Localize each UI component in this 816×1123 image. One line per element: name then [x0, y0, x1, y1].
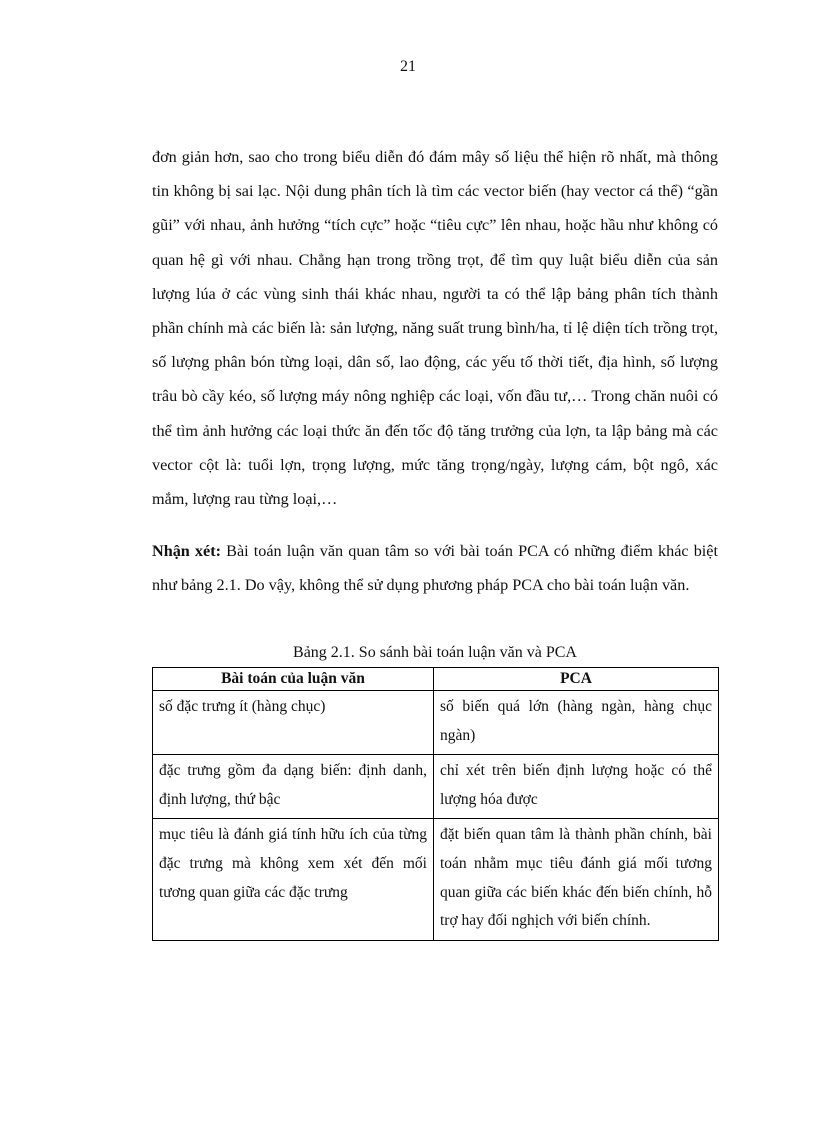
cell-thesis: số đặc trưng ít (hàng chục): [153, 691, 434, 755]
cell-pca: chỉ xét trên biến định lượng hoặc có thể lượng hóa được: [434, 755, 719, 819]
table-caption: Bảng 2.1. So sánh bài toán luận văn và PCA: [293, 644, 577, 661]
header-thesis: Bài toán của luận văn: [153, 668, 434, 691]
header-pca: PCA: [434, 668, 719, 691]
cell-thesis: đặc trưng gồm đa dạng biến: định danh, định lượng, thứ bậc: [153, 755, 434, 819]
table-header-row: [153, 668, 719, 691]
remark-text: Bài toán luận văn quan tâm so với bài toán PCA có những điểm khác biệt như bảng 2.1. Do vậy, không thể sử dụng phương pháp PCA cho bài toán luận văn.: [152, 542, 718, 595]
cell-thesis: mục tiêu là đánh giá tính hữu ích của từng đặc trưng mà không xem xét đến mối tương quan giữa các đặc trưng: [153, 819, 434, 940]
body-paragraph: đơn giản hơn, sao cho trong biểu diễn đó đám mây số liệu thể hiện rõ nhất, mà thông tin không bị sai lạc. Nội dung phân tích là tìm các vector biến (hay vector cá thể) “gần gũi” với nhau, ảnh hưởng “tích cực” hoặc “tiêu cực” lên nhau, hoặc hầu như không có quan hệ gì với nhau. Chẳng hạn trong trồng trọt, để tìm quy luật biểu diễn của sản lượng lúa ở các vùng sinh thái khác nhau, người ta có thể lập bảng phân tích thành phần chính mà các biến là: sản lượng, năng suất trung bình/ha, tỉ lệ diện tích trồng trọt, số lượng phân bón từng loại, dân số, lao động, các yếu tố thời tiết, địa hình, số lượng trâu bò cầy kéo, số lượng máy nông nghiệp các loại, vốn đầu tư,… Trong chăn nuôi có thể tìm ảnh hưởng các loại thức ăn đến tốc độ tăng trưởng của lợn, ta lập bảng mà các vector cột là: tuổi lợn, trọng lượng, mức tăng trọng/ngày, lượng cám, bột ngô, xác mắm, lượng rau từng loại,…: [152, 148, 718, 509]
page-number: 21: [400, 58, 416, 75]
cell-pca: đặt biến quan tâm là thành phần chính, bài toán nhằm mục tiêu đánh giá mối tương quan giữa các biến khác đến biến chính, hỗ trợ hay đối nghịch với biến chính.: [434, 819, 719, 940]
cell-pca: số biến quá lớn (hàng ngàn, hàng chục ngàn): [434, 691, 719, 755]
comparison-table: [152, 667, 719, 941]
table-row: [153, 819, 719, 940]
remark-paragraph: [152, 534, 718, 602]
remark-label: Nhận xét:: [152, 542, 221, 560]
table-row: [153, 691, 719, 755]
table-row: [153, 755, 719, 819]
